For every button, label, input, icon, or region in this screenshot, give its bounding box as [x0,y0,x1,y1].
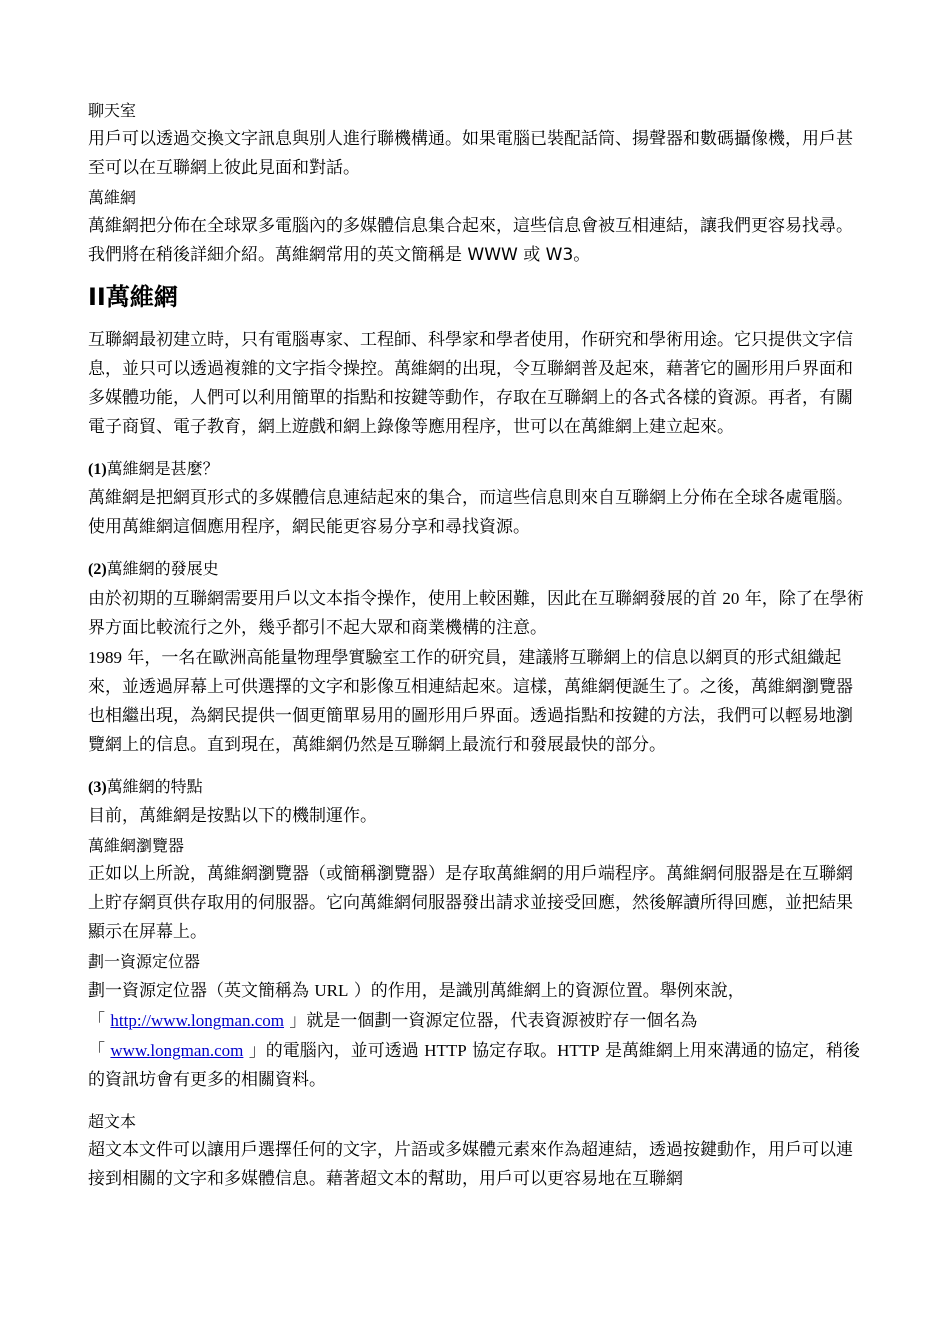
q1-body: 萬維網是把網頁形式的多媒體信息連結起來的集合，而這些信息則來自互聯網上分佈在全球各處電腦。使用萬維網這個應用程序，網民能更容易分享和尋找資源。 [88,488,853,537]
hypertext-body: 超文本文件可以讓用戶選擇任何的文字，片語或多媒體元素來作為超連結，透過按鍵動作，用戶可以連接到相關的文字和多媒體信息。藉著超文本的幫助，用戶可以更容易地在互聯網 [88,1140,853,1189]
www-intro-body: 萬維網把分佈在全球眾多電腦內的多媒體信息集合起來，這些信息會被互相連結，讓我們更容易找尋。我們將在稍後詳細介紹。萬維網常用的英文簡稱是 WWW 或 W3。 [88,216,853,265]
section-numeral: II [88,283,106,311]
chat-heading: 聊天室 [88,101,137,120]
chat-body: 用戶可以透過交換文字訊息與別人進行聯機構通。如果電腦已裝配話筒、揚聲器和數碼攝像機，用戶甚至可以在互聯網上彼此見面和對話。 [88,129,853,178]
www-intro-heading: 萬維網 [88,188,137,207]
section-title-text: 萬維網 [105,283,178,311]
document-page [88,96,868,1194]
url-text-a: 劃一資源定位器（英文簡稱為 [88,981,309,1001]
q2-paragraph-2 [88,643,868,760]
url-text-c: 」就是一個劃一資源定位器，代表資源被貯存一個名為 [289,1011,698,1031]
url-body [88,976,868,1095]
q2-p1-text-a: 由於初期的互聯網需要用戶以文本指令操作，使用上較困難，因此在互聯網發展的首 [88,589,717,609]
q1-title: 萬維網是甚麼？ [106,459,219,478]
url-text-f: 是萬維網上用來溝通的協定，稍後的資訊坊會有更多的相關資料。 [88,1041,861,1090]
q2-p2-year: 1989 [88,648,122,667]
url-heading: 劃一資源定位器 [88,952,201,971]
url-text-b: ）的作用，是識別萬維網上的資源位置。舉例來說， [353,981,745,1001]
q3-intro: 目前，萬維網是按點以下的機制運作。 [88,806,377,826]
q2-p1-number: 20 [722,589,740,608]
http-abbr-1: HTTP [424,1041,467,1060]
q3-title: 萬維網的特點 [106,777,203,796]
url-text-e: 協定存取。 [472,1041,558,1061]
q2-p2-text: 年，一名在歐洲高能量物理學實驗室工作的研究員，建議將互聯網上的信息以網頁的形式組織起來，並透過屏幕上可供選擇的文字和影像互相連結起來。這樣，萬維網便誕生了。之後，萬維網瀏覽器也相繼出現，為網民提供一個更簡單易用的圖形用戶界面。透過指點和按鍵的方法，我們可以輕易地瀏覽網上的信息。直到現在，萬維網仍然是互聯網上最流行和發展最快的部分。 [88,648,853,755]
q2-paragraph-1 [88,584,868,643]
q1-heading [88,454,868,484]
q3-heading [88,772,868,802]
longman-url-link[interactable]: http://www.longman.com [110,1011,285,1030]
browser-heading: 萬維網瀏覽器 [88,836,185,855]
q2-p1-text-b: 年，除了在學術界方面比較流行之外，幾乎都引不起大眾和商業機構的注意。 [88,589,864,638]
quote-open-1: 「 [88,1011,105,1031]
url-abbr: URL [314,981,349,1000]
q2-number: (2) [88,561,107,578]
q3-number: (3) [88,779,107,796]
q1-number: (1) [88,461,107,478]
url-text-d: 」的電腦內，並可透過 [248,1041,419,1061]
hypertext-heading: 超文本 [88,1112,137,1131]
browser-body: 正如以上所說，萬維網瀏覽器（或簡稱瀏覽器）是存取萬維網的用戶端程序。萬維網伺服器是在互聯網上貯存網頁供存取用的伺服器。它向萬維網伺服器發出請求並接受回應，然後解讀所得回應，並把結果顯示在屏幕上。 [88,864,853,942]
quote-open-2: 「 [88,1041,105,1061]
section-title [88,280,868,314]
q2-title: 萬維網的發展史 [106,559,219,578]
section-intro: 互聯網最初建立時，只有電腦專家、工程師、科學家和學者使用，作研究和學術用途。它只提供文字信息，並只可以透過複雜的文字指令操控。萬維網的出現，令互聯網普及起來，藉著它的圖形用戶界面和多媒體功能，人們可以利用簡單的指點和按鍵等動作，存取在互聯網上的各式各樣的資源。再者，有關電子商貿、電子教育，網上遊戲和網上錄像等應用程序，世可以在萬維網上建立起來。 [88,330,853,437]
http-abbr-2: HTTP [557,1041,600,1060]
q2-heading [88,554,868,584]
longman-host-link[interactable]: www.longman.com [110,1041,244,1060]
